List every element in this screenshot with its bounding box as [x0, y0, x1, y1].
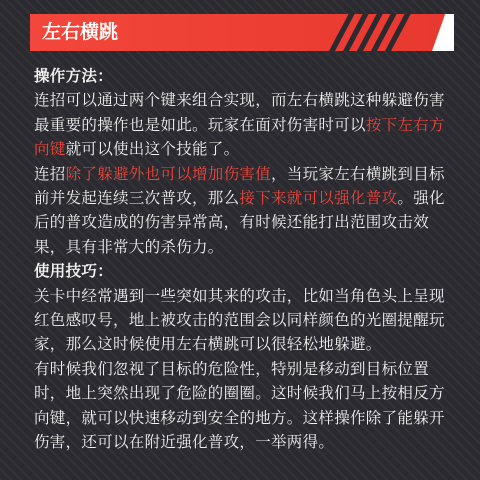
text-run: 。强化后的普攻造成的伤害异常高，有时候还能打出范围攻击效果，具有非常大的杀伤力。 [34, 189, 445, 256]
text-run: 连招 [34, 164, 66, 183]
paragraph-operation-1 [34, 88, 454, 161]
highlight-text: 除了躲避外也可以增加伤害值 [65, 164, 272, 183]
highlight-text: 按下左右方向键 [34, 115, 445, 159]
text-run: 就可以使出这个技能了。 [65, 140, 240, 159]
highlight-text: 接下来就可以强化普攻 [239, 189, 398, 208]
text-run: ，当玩家左右横跳到目标前并发起连续三次普攻，那么 [34, 164, 445, 208]
text-run: 连招可以通过两个键来组合实现，而左右横跳这种躲避伤害最重要的操作也是如此。玩家在面对伤害时可以 [34, 91, 445, 134]
title-banner [30, 14, 454, 51]
section-heading-operation: 操作方法： [34, 67, 114, 85]
paragraph-operation-2 [34, 162, 454, 260]
paragraph-tips-2: 有时候我们忽视了目标的危险性，特别是移动到目标位置时，地上突然出现了危险的圈圈。这时候我们马上按相反方向键，就可以快速移动到安全的地方。这样操作除了能躲开伤害，还可以在附近强化普攻，一举两得。 [34, 359, 445, 452]
page-title: 左右横跳 [42, 21, 119, 43]
paragraph-tips-1: 关卡中经常遇到一些突如其来的攻击，比如当角色头上呈现红色感叹号，地上被攻击的范围会以同样颜色的光圈提醒玩家，那么这时候使用左右横跳可以很轻松地躲避。 [34, 286, 445, 354]
section-heading-tips: 使用技巧： [34, 262, 114, 281]
banner-endcap [432, 14, 454, 51]
article-body [34, 64, 454, 455]
